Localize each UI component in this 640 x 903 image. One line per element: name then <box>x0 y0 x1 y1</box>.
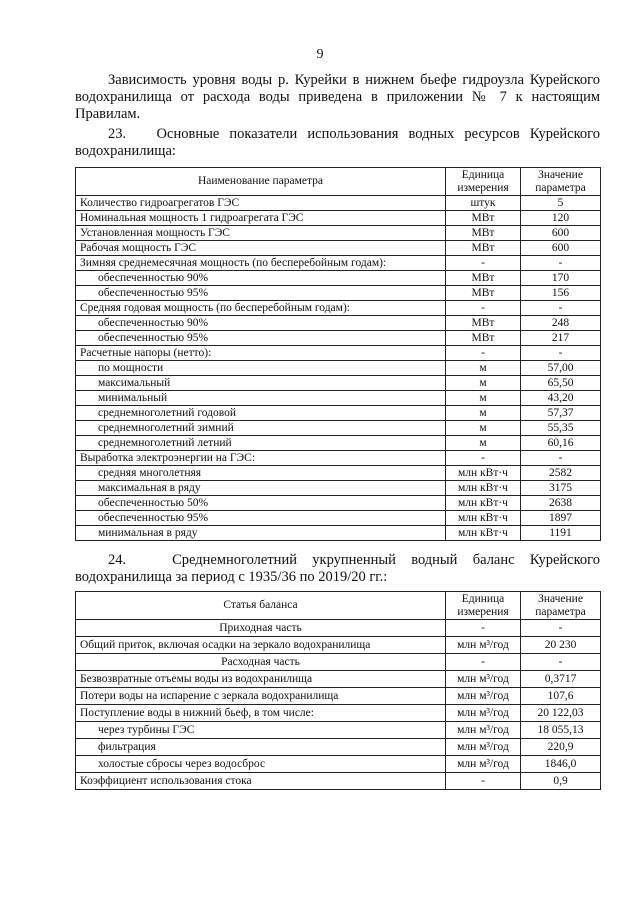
table-row <box>76 331 601 346</box>
header-parameter: Наименование параметра <box>76 168 446 196</box>
unit-cell: - <box>446 301 521 316</box>
parameter-name: обеспеченностью 95% <box>76 331 446 346</box>
paragraph-water-level-text: Зависимость уровня воды р. Курейки в нижнем бьефе гидроузла Курейского водохранилища от расхода воды приведена в приложении № 7 к настоящим Правилам. <box>75 72 600 122</box>
table-row <box>76 481 601 496</box>
parameter-name: Потери воды на испарение с зеркала водохранилища <box>76 688 446 705</box>
unit-cell: - <box>446 620 521 637</box>
value-cell: 57,00 <box>521 361 601 376</box>
unit-cell: МВт <box>446 241 521 256</box>
parameter-name: Рабочая мощность ГЭС <box>76 241 446 256</box>
unit-cell: млн кВт·ч <box>446 466 521 481</box>
unit-cell: млн кВт·ч <box>446 511 521 526</box>
value-cell: 18 055,13 <box>521 722 601 739</box>
paragraph-24-text: 24. Среднемноголетний укрупненный водный баланс Курейского водохранилища за период с 1935/36 по 2019/20 гг.: <box>75 552 600 585</box>
unit-cell: - <box>446 654 521 671</box>
table-row <box>76 226 601 241</box>
table-row <box>76 316 601 331</box>
parameter-name: Общий приток, включая осадки на зеркало водохранилища <box>76 637 446 654</box>
parameter-name: Приходная часть <box>76 620 446 637</box>
value-cell: 248 <box>521 316 601 331</box>
parameter-name: Коэффициент использования стока <box>76 773 446 790</box>
unit-cell: МВт <box>446 316 521 331</box>
value-cell: 5 <box>521 196 601 211</box>
value-cell: 1897 <box>521 511 601 526</box>
table-row <box>76 511 601 526</box>
value-cell: 57,37 <box>521 406 601 421</box>
table-header-row <box>76 168 601 196</box>
unit-cell: млн кВт·ч <box>446 526 521 541</box>
parameter-name: средняя многолетняя <box>76 466 446 481</box>
table-row <box>76 271 601 286</box>
water-balance-table <box>75 591 601 790</box>
unit-cell: млн м³/год <box>446 637 521 654</box>
table-row <box>76 346 601 361</box>
unit-cell: млн м³/год <box>446 671 521 688</box>
unit-cell: млн м³/год <box>446 739 521 756</box>
value-cell: 600 <box>521 226 601 241</box>
paragraph-23-text: 23. Основные показатели использования водных ресурсов Курейского водохранилища: <box>75 126 600 159</box>
value-cell: 220,9 <box>521 739 601 756</box>
parameter-name: обеспеченностью 90% <box>76 316 446 331</box>
parameter-name: Выработка электроэнергии на ГЭС: <box>76 451 446 466</box>
table-row <box>76 496 601 511</box>
table-row <box>76 211 601 226</box>
parameter-name: фильтрация <box>76 739 446 756</box>
value-cell: 217 <box>521 331 601 346</box>
value-cell: 170 <box>521 271 601 286</box>
value-cell: 1846,0 <box>521 756 601 773</box>
unit-cell: МВт <box>446 226 521 241</box>
table-row <box>76 241 601 256</box>
unit-cell: МВт <box>446 271 521 286</box>
parameter-name: обеспеченностью 95% <box>76 511 446 526</box>
paragraph-23 <box>75 126 600 160</box>
parameter-name: Количество гидроагрегатов ГЭС <box>76 196 446 211</box>
table-row <box>76 286 601 301</box>
parameter-name: Безвозвратные отъемы воды из водохранилища <box>76 671 446 688</box>
parameter-name: максимальный <box>76 376 446 391</box>
value-cell: - <box>521 256 601 271</box>
value-cell: 60,16 <box>521 436 601 451</box>
parameter-name: Расчетные напоры (нетто): <box>76 346 446 361</box>
unit-cell: - <box>446 256 521 271</box>
unit-cell: м <box>446 421 521 436</box>
value-cell: 55,35 <box>521 421 601 436</box>
parameter-name: Расходная часть <box>76 654 446 671</box>
unit-cell: - <box>446 773 521 790</box>
table-row <box>76 756 601 773</box>
parameter-name: обеспеченностью 95% <box>76 286 446 301</box>
value-cell: 2638 <box>521 496 601 511</box>
value-cell: - <box>521 620 601 637</box>
unit-cell: - <box>446 451 521 466</box>
unit-cell: млн м³/год <box>446 722 521 739</box>
table-row <box>76 406 601 421</box>
table-header-row <box>76 592 601 620</box>
table-row <box>76 654 601 671</box>
parameter-name: через турбины ГЭС <box>76 722 446 739</box>
parameter-name: обеспеченностью 50% <box>76 496 446 511</box>
value-cell: 1191 <box>521 526 601 541</box>
unit-cell: МВт <box>446 331 521 346</box>
unit-cell: млн кВт·ч <box>446 481 521 496</box>
parameter-name: среднемноголетний зимний <box>76 421 446 436</box>
paragraph-24 <box>75 552 600 586</box>
parameter-name: среднемноголетний летний <box>76 436 446 451</box>
value-cell: 107,6 <box>521 688 601 705</box>
parameter-name: минимальная в ряду <box>76 526 446 541</box>
value-cell: - <box>521 451 601 466</box>
value-cell: 2582 <box>521 466 601 481</box>
header-unit: Единица измерения <box>446 168 521 196</box>
parameter-name: максимальная в ряду <box>76 481 446 496</box>
parameter-name: по мощности <box>76 361 446 376</box>
table-row <box>76 196 601 211</box>
unit-cell: млн м³/год <box>446 705 521 722</box>
water-resources-table <box>75 167 601 541</box>
table-row <box>76 391 601 406</box>
table-row <box>76 620 601 637</box>
value-cell: 20 230 <box>521 637 601 654</box>
table-row <box>76 705 601 722</box>
parameter-name: холостые сбросы через водосброс <box>76 756 446 773</box>
value-cell: - <box>521 301 601 316</box>
value-cell: - <box>521 346 601 361</box>
paragraph-water-level <box>75 72 600 123</box>
value-cell: 3175 <box>521 481 601 496</box>
unit-cell: млн м³/год <box>446 756 521 773</box>
header-unit: Единица измерения <box>446 592 521 620</box>
unit-cell: млн м³/год <box>446 688 521 705</box>
header-value: Значение параметра <box>521 592 601 620</box>
table-row <box>76 451 601 466</box>
value-cell: 120 <box>521 211 601 226</box>
table-row <box>76 436 601 451</box>
unit-cell: м <box>446 436 521 451</box>
table-row <box>76 526 601 541</box>
parameter-name: обеспеченностью 90% <box>76 271 446 286</box>
parameter-name: Установленная мощность ГЭС <box>76 226 446 241</box>
page-number: 9 <box>316 47 324 62</box>
table-row <box>76 466 601 481</box>
unit-cell: штук <box>446 196 521 211</box>
table-row <box>76 256 601 271</box>
value-cell: 600 <box>521 241 601 256</box>
unit-cell: м <box>446 406 521 421</box>
table-row <box>76 376 601 391</box>
header-value: Значение параметра <box>521 168 601 196</box>
value-cell: 20 122,03 <box>521 705 601 722</box>
unit-cell: млн кВт·ч <box>446 496 521 511</box>
parameter-name: Поступление воды в нижний бьеф, в том числе: <box>76 705 446 722</box>
unit-cell: м <box>446 376 521 391</box>
unit-cell: МВт <box>446 286 521 301</box>
parameter-name: минимальный <box>76 391 446 406</box>
table-row <box>76 361 601 376</box>
value-cell: 43,20 <box>521 391 601 406</box>
table-row <box>76 688 601 705</box>
unit-cell: м <box>446 361 521 376</box>
value-cell: 0,9 <box>521 773 601 790</box>
parameter-name: Зимняя среднемесячная мощность (по бесперебойным годам): <box>76 256 446 271</box>
table-row <box>76 671 601 688</box>
table-row <box>76 739 601 756</box>
table-row <box>76 773 601 790</box>
unit-cell: МВт <box>446 211 521 226</box>
parameter-name: среднемноголетний годовой <box>76 406 446 421</box>
table-row <box>76 637 601 654</box>
table-row <box>76 301 601 316</box>
parameter-name: Номинальная мощность 1 гидроагрегата ГЭС <box>76 211 446 226</box>
table-row <box>76 421 601 436</box>
unit-cell: - <box>446 346 521 361</box>
table-row <box>76 722 601 739</box>
value-cell: 65,50 <box>521 376 601 391</box>
parameter-name: Средняя годовая мощность (по бесперебойным годам): <box>76 301 446 316</box>
value-cell: 156 <box>521 286 601 301</box>
value-cell: 0,3717 <box>521 671 601 688</box>
header-balance-item: Статья баланса <box>76 592 446 620</box>
unit-cell: м <box>446 391 521 406</box>
value-cell: - <box>521 654 601 671</box>
